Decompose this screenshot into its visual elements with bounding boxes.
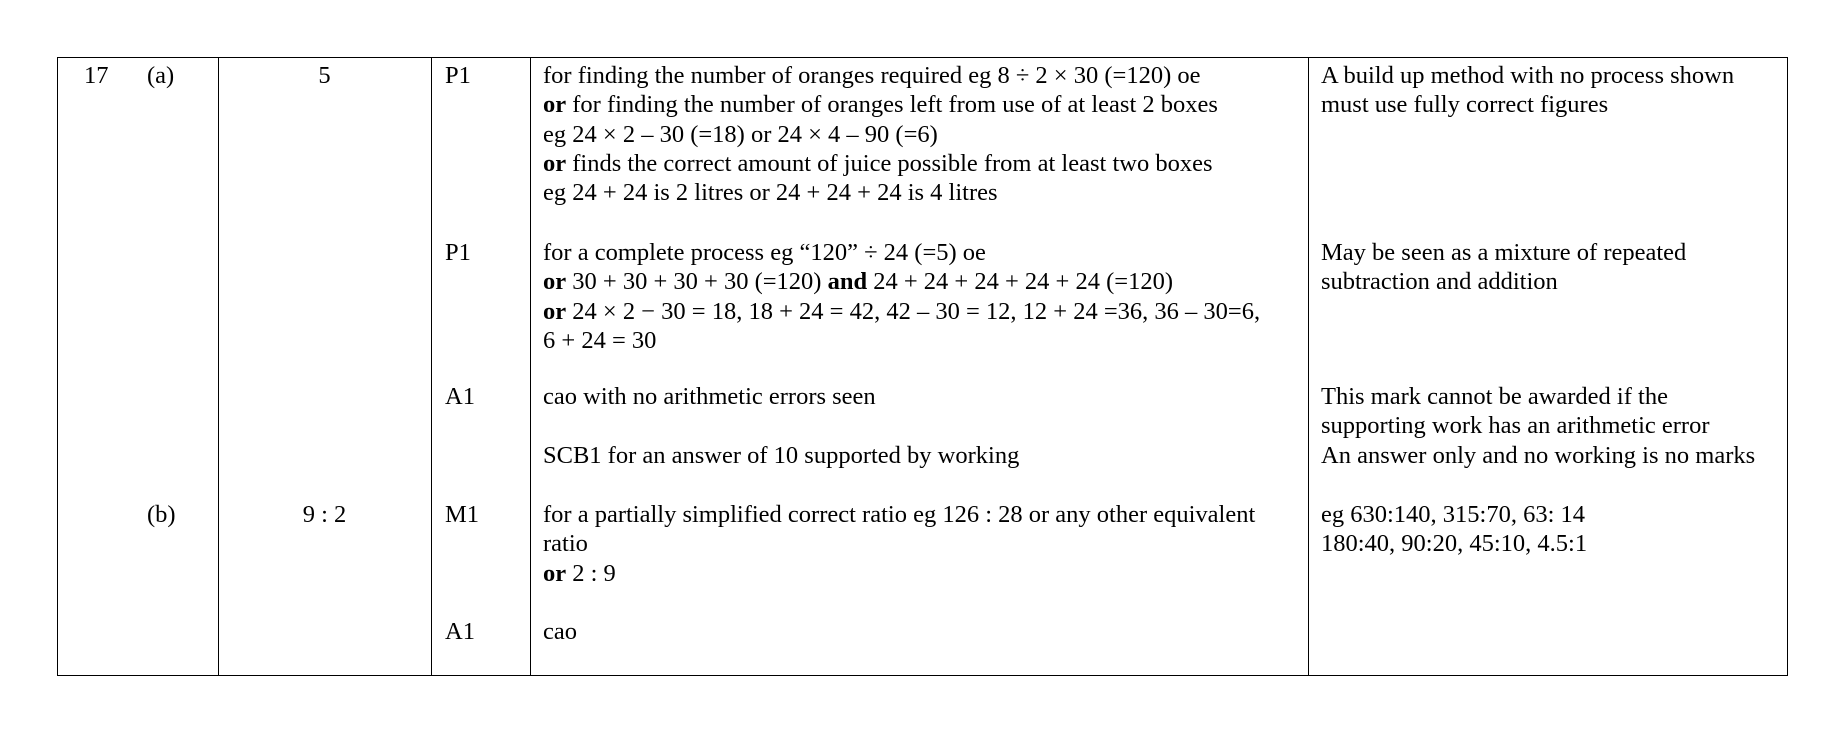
column-divider [218,58,219,675]
mark-description [543,61,1303,207]
guidance-notes [1321,382,1786,470]
mark-description [543,617,1303,646]
description-line: for a complete process eg “120” ÷ 24 (=5) oe [543,239,986,266]
description-line: cao with no arithmetic errors seen [543,383,876,410]
notes-line: subtraction and addition [1321,268,1558,296]
guidance-notes [1321,500,1786,559]
mark-description [543,382,1303,470]
description-line: or for finding the number of oranges left from use of at least 2 boxes [543,91,1218,119]
notes-line: A build up method with no process shown [1321,62,1735,89]
mark-code: A1 [445,618,475,645]
description-line: SCB1 for an answer of 10 supported by working [543,441,1020,469]
answer-b: 9 : 2 [302,501,347,528]
notes-line: must use fully correct figures [1321,91,1609,119]
notes-line: eg 630:140, 315:70, 63: 14 [1321,501,1586,528]
mark-code: M1 [445,501,480,528]
description-line: for a partially simplified correct ratio eg 126 : 28 or any other equivalent [543,501,1256,528]
mark-code: P1 [445,62,471,89]
part-label-b: (b) [147,501,176,528]
guidance-notes [1321,238,1786,297]
mark-code: A1 [445,383,475,410]
mark-description [543,238,1303,355]
description-line: for finding the number of oranges required eg 8 ÷ 2 × 30 (=120) oe [543,62,1201,89]
answer-a: 5 [318,62,331,89]
notes-line: An answer only and no working is no marks [1321,441,1756,469]
mark-scheme-table [57,57,1788,676]
description-line: ratio [543,530,588,558]
description-line: or 2 : 9 [543,559,616,587]
guidance-notes [1321,61,1786,120]
description-line: eg 24 + 24 is 2 litres or 24 + 24 + 24 is 4 litres [543,179,998,207]
question-number: 17 [84,62,109,89]
part-label-a: (a) [147,62,175,89]
description-line: cao [543,618,577,645]
description-line: or 24 × 2 − 30 = 18, 18 + 24 = 42, 42 – 30 = 12, 12 + 24 =36, 36 – 30=6, [543,297,1261,325]
description-line: 6 + 24 = 30 [543,326,657,354]
column-divider [1308,58,1309,675]
notes-line: This mark cannot be awarded if the [1321,383,1668,410]
mark-description [543,500,1303,588]
description-line: or finds the correct amount of juice possible from at least two boxes [543,149,1213,177]
column-divider [431,58,432,675]
description-line: eg 24 × 2 – 30 (=18) or 24 × 4 – 90 (=6) [543,120,938,148]
notes-line: supporting work has an arithmetic error [1321,412,1710,440]
notes-line: May be seen as a mixture of repeated [1321,239,1687,266]
column-divider [530,58,531,675]
description-spacer [543,411,1303,440]
notes-line: 180:40, 90:20, 45:10, 4.5:1 [1321,530,1588,558]
description-line: or 30 + 30 + 30 + 30 (=120) and 24 + 24 + 24 + 24 + 24 (=120) [543,268,1174,296]
mark-code: P1 [445,239,471,266]
